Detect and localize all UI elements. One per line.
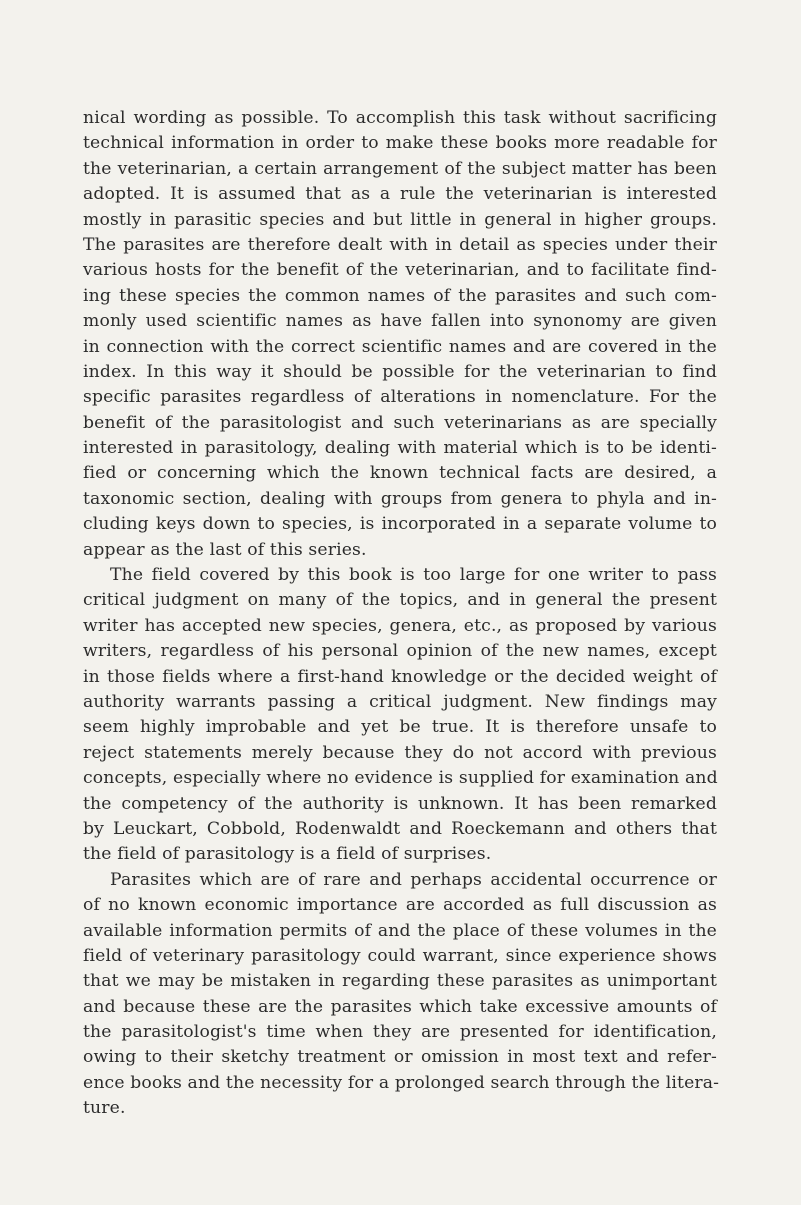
text-line: Parasites which are of rare and perhaps accidental occurrence or: [110, 869, 717, 890]
text-line: fied or concerning which the known technical facts are desired, a: [83, 463, 717, 484]
text-line: by Leuckart, Cobbold, Rodenwaldt and Roeckemann and others that: [83, 818, 717, 839]
text-line: adopted. It is assumed that as a rule the veterinarian is interested: [83, 184, 717, 205]
text-line: the veterinarian, a certain arrangement of the subject matter has been: [83, 158, 717, 179]
text-line: benefit of the parasitologist and such veterinarians as are specially: [83, 412, 717, 433]
paragraph: [83, 106, 717, 563]
text-line: owing to their sketchy treatment or omission in most text and refer-: [83, 1047, 717, 1068]
text-line: authority warrants passing a critical judgment. New findings may: [83, 691, 717, 712]
text-line: The parasites are therefore dealt with in detail as species under their: [83, 234, 717, 255]
text-line: The field covered by this book is too large for one writer to pass: [110, 565, 717, 586]
text-line: writers, regardless of his personal opinion of the new names, except: [83, 641, 717, 662]
text-line: index. In this way it should be possible for the veterinarian to find: [83, 361, 717, 382]
text-line: ture.: [83, 1098, 126, 1119]
text-line: and because these are the parasites which take excessive amounts of: [83, 996, 717, 1017]
text-line: available information permits of and the place of these volumes in the: [83, 920, 717, 941]
text-line: in those fields where a first-hand knowledge or the decided weight of: [83, 666, 717, 687]
text-line: technical information in order to make these books more readable for: [83, 133, 717, 154]
text-line: of no known economic importance are accorded as full discussion as: [83, 895, 717, 916]
text-line: specific parasites regardless of alterations in nomenclature. For the: [83, 387, 717, 408]
text-line: the competency of the authority is unknown. It has been remarked: [83, 793, 717, 814]
text-line: cluding keys down to species, is incorporated in a separate volume to: [83, 514, 717, 535]
text-line: various hosts for the benefit of the veterinarian, and to facilitate find-: [83, 260, 717, 281]
body-text: [83, 106, 720, 1122]
text-line: reject statements merely because they do not accord with previous: [83, 742, 717, 763]
text-line: mostly in parasitic species and but little in general in higher groups.: [83, 209, 717, 230]
text-line: the field of parasitology is a field of surprises.: [83, 844, 492, 865]
text-line: interested in parasitology, dealing with material which is to be identi-: [83, 438, 717, 459]
paragraph: [83, 868, 720, 1122]
text-line: nical wording as possible. To accomplish this task without sacrificing: [83, 108, 717, 128]
text-line: monly used scientific names as have fallen into synonomy are given: [83, 311, 717, 332]
text-line: writer has accepted new species, genera, etc., as proposed by various: [83, 615, 717, 636]
text-line: the parasitologist's time when they are presented for identification,: [83, 1022, 717, 1043]
text-line: concepts, especially where no evidence is supplied for examination and: [83, 768, 718, 789]
text-line: appear as the last of this series.: [83, 539, 367, 560]
text-line: in connection with the correct scientific names and are covered in the: [83, 336, 717, 357]
text-line: critical judgment on many of the topics, and in general the present: [83, 590, 717, 611]
text-line: field of veterinary parasitology could warrant, since experience shows: [83, 945, 717, 966]
text-line: taxonomic section, dealing with groups from genera to phyla and in-: [83, 488, 717, 509]
text-line: ence books and the necessity for a prolonged search through the litera-: [83, 1072, 720, 1093]
text-line: that we may be mistaken in regarding these parasites as unimportant: [83, 971, 717, 992]
text-line: ing these species the common names of the parasites and such com-: [83, 285, 717, 306]
paragraph: [83, 563, 717, 868]
text-line: seem highly improbable and yet be true. It is therefore unsafe to: [83, 717, 717, 738]
